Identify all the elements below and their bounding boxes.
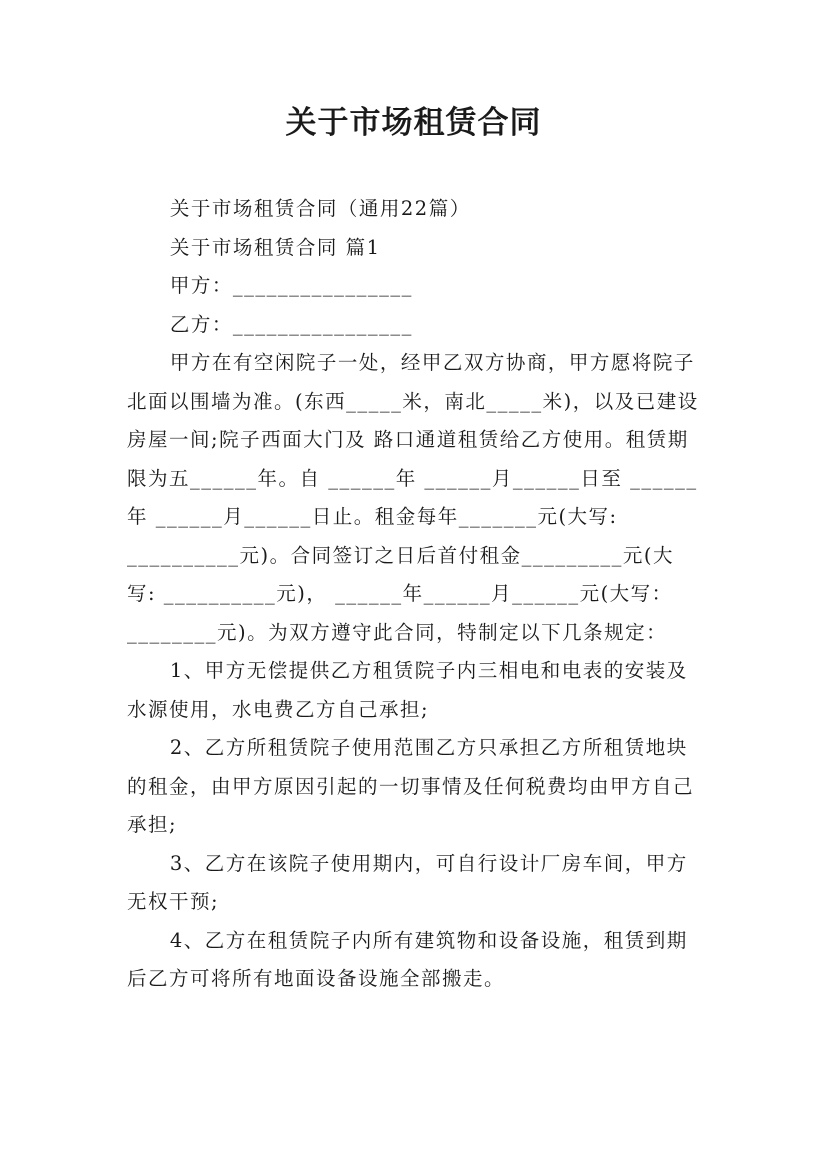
document-body xyxy=(127,190,703,999)
clause-3: 3、乙方在该院子使用期内，可自行设计厂房车间，甲方无权干预; xyxy=(127,851,688,913)
paragraph-intro: 甲方在有空闲院子一处，经甲乙双方协商，甲方愿将院子北面以围墙为准。(东西_____米，南北_____米)，以及已建设房屋一间;院子西面大门及 路口通道租赁给乙方使用。租赁期限为五______年。自 ______年 ______月______日至 ______年 ______月______日止。租金每年_______元(大写: __________元)。合同签订之日后首付租金_________元(大写: __________元)， ______年______月______元(大写：________元)。为双方遵守此合同，特制定以下几条规定： xyxy=(127,351,699,644)
clause-2: 2、乙方所租赁院子使用范围乙方只承担乙方所租赁地块的租金，由甲方原因引起的一切事情及任何税费均由甲方自己承担; xyxy=(127,736,695,836)
section-heading: 关于市场租赁合同 篇1 xyxy=(169,235,381,259)
party-a-line: 甲方：________________ xyxy=(169,274,413,297)
document-subtitle: 关于市场租赁合同（通用22篇） xyxy=(169,197,471,220)
document-title: 关于市场租赁合同 xyxy=(285,105,542,141)
clause-4: 4、乙方在租赁院子内所有建筑物和设备设施，租赁到期后乙方可将所有地面设备设施全部搬走。 xyxy=(127,928,688,990)
clause-1: 1、甲方无偿提供乙方租赁院子内三相电和电表的安装及水源使用，水电费乙方自己承担; xyxy=(127,659,688,721)
party-b-line: 乙方：________________ xyxy=(169,312,413,336)
